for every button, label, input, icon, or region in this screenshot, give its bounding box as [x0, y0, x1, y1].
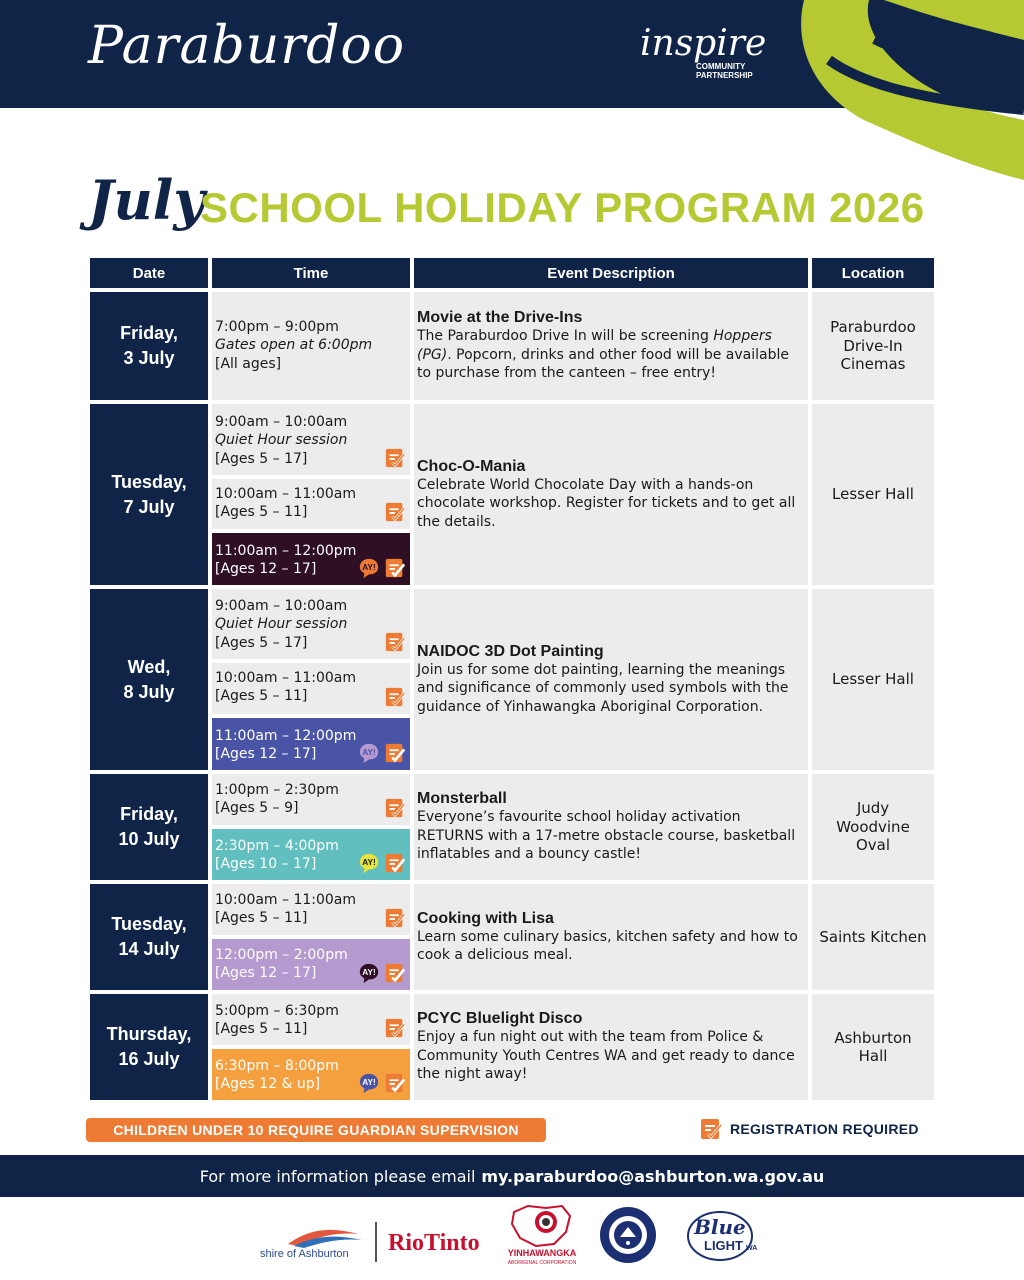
svg-text:AY!: AY!	[362, 967, 376, 977]
svg-text:AY!: AY!	[362, 747, 376, 757]
time-slot	[212, 292, 410, 400]
pcyc-logo	[598, 1204, 658, 1266]
header-time: Time	[212, 258, 410, 288]
inspire-word: inspire	[640, 23, 767, 64]
event-description	[414, 589, 808, 770]
contact-prefix: For more information please email	[199, 1166, 476, 1186]
inspire-sub-line1: COMMUNITY	[696, 62, 746, 71]
date-day: Thursday,	[106, 1024, 192, 1044]
page-title: SCHOOL HOLIDAY PROGRAM 2026	[200, 184, 925, 231]
slot-ages: [Ages 5 – 11]	[215, 1021, 308, 1038]
event-description	[414, 774, 808, 880]
youth-speech-bubble-icon	[358, 557, 380, 579]
event-title: NAIDOC 3D Dot Painting	[417, 642, 604, 660]
slot-ages: [Ages 12 – 17]	[215, 746, 317, 763]
time-slot	[212, 774, 410, 825]
slot-ages: [Ages 5 – 9]	[215, 800, 299, 817]
shire-of-ashburton-logo	[258, 1222, 370, 1266]
time-slot-youth	[212, 939, 410, 990]
time-slot	[212, 404, 410, 475]
contact-info-bar	[0, 1155, 1024, 1197]
slot-time: 11:00am – 12:00pm	[215, 543, 357, 559]
event-description	[414, 994, 808, 1100]
slot-time: 12:00pm – 2:00pm	[215, 947, 348, 963]
registration-required-icon	[384, 631, 406, 653]
slot-time: 9:00am – 10:00am	[215, 414, 348, 430]
slot-ages: [Ages 5 – 17]	[215, 450, 308, 467]
title-month: July	[88, 168, 205, 232]
registration-required-icon	[384, 852, 406, 874]
date-day: Tuesday,	[111, 914, 187, 934]
slot-ages: [Ages 12 & up]	[215, 1076, 321, 1093]
time-slot	[212, 994, 410, 1045]
slot-time: 10:00am – 11:00am	[215, 670, 357, 686]
registration-required-icon	[384, 686, 406, 708]
slot-time: 9:00am – 10:00am	[215, 598, 348, 614]
youth-speech-bubble-icon	[358, 852, 380, 874]
event-title: Monsterball	[417, 790, 507, 808]
time-slot	[212, 663, 410, 714]
date-day: Friday,	[120, 323, 178, 343]
bluelight-word: Blue	[694, 1215, 746, 1239]
brand-title: Paraburdoo	[88, 16, 406, 76]
time-slot-youth	[212, 1049, 410, 1100]
header-event-description: Event Description	[414, 258, 808, 288]
header-date: Date	[90, 258, 208, 288]
date-month: 14 July	[118, 939, 180, 959]
guardian-supervision-banner: CHILDREN UNDER 10 REQUIRE GUARDIAN SUPERVISION	[86, 1118, 546, 1142]
registration-required-icon	[384, 557, 406, 579]
event-description	[414, 404, 808, 585]
date-day: Wed,	[127, 656, 171, 677]
lime-swoosh-graphic	[724, 0, 1024, 200]
event-location: Lesser Hall	[812, 404, 934, 585]
event-body: Celebrate World Chocolate Day with a hands-on chocolate workshop. Register for tickets and to get all the details.	[417, 476, 796, 530]
time-slot-youth	[212, 533, 410, 585]
yinhawangka-logo	[506, 1202, 578, 1270]
inspire-sub-line2: PARTNERSHIP	[696, 71, 753, 80]
slot-time: 1:00pm – 2:30pm	[215, 782, 339, 798]
date-month: 3 July	[123, 348, 175, 368]
slot-time: 6:30pm – 8:00pm	[215, 1058, 339, 1074]
row-date	[90, 994, 208, 1100]
event-location: Ashburton Hall	[812, 994, 934, 1100]
slot-time: 10:00am – 11:00am	[215, 892, 357, 908]
rio-tinto-logo: RioTinto	[388, 1230, 480, 1256]
event-location: Lesser Hall	[812, 589, 934, 770]
slot-ages: [Ages 5 – 11]	[215, 910, 308, 927]
row-date	[90, 292, 208, 400]
time-slot-youth	[212, 718, 410, 770]
header-location: Location	[812, 258, 934, 288]
contact-email[interactable]: my.paraburdoo@ashburton.wa.gov.au	[481, 1166, 825, 1186]
event-title: Choc-O-Mania	[417, 457, 526, 475]
slot-ages: [Ages 12 – 17]	[215, 561, 317, 578]
date-month: 16 July	[118, 1049, 180, 1069]
event-body: Enjoy a fun night out with the team from Police & Community Youth Centres WA and get ready to dance the night away!	[417, 1029, 795, 1083]
registration-required-icon	[384, 962, 406, 984]
slot-ages: [Ages 12 – 17]	[215, 965, 317, 982]
logo-divider	[375, 1222, 377, 1262]
time-slot	[212, 884, 410, 935]
date-day: Tuesday,	[111, 471, 187, 492]
slot-ages: [Ages 5 – 11]	[215, 504, 308, 521]
slot-time: 5:00pm – 6:30pm	[215, 1003, 339, 1019]
registration-required-icon	[384, 447, 406, 469]
row-date	[90, 774, 208, 880]
event-location: Paraburdoo Drive-In Cinemas	[812, 292, 934, 400]
event-body: Everyone’s favourite school holiday activation RETURNS with a 17-metre obstacle course, basketball inflatables and a bouncy castle!	[417, 809, 796, 863]
registration-required-icon	[384, 797, 406, 819]
date-month: 10 July	[118, 829, 180, 849]
yinhawangka-target-icon	[506, 1202, 578, 1248]
slot-note: Quiet Hour session	[215, 616, 348, 633]
event-body: Join us for some dot painting, learning the meanings and significance of commonly used symbols with the guidance of Yinhawangka Aboriginal Corporation.	[417, 661, 789, 715]
slot-time: 7:00pm – 9:00pm	[215, 319, 339, 335]
yinhawangka-text: YINHAWANGKA	[507, 1248, 577, 1258]
youth-speech-bubble-icon	[358, 742, 380, 764]
slot-ages: [Ages 5 – 17]	[215, 634, 308, 651]
svg-text:AY!: AY!	[362, 562, 376, 572]
row-date	[90, 404, 208, 585]
event-title: Cooking with Lisa	[417, 909, 554, 927]
slot-note: Quiet Hour session	[215, 432, 348, 449]
svg-text:AY!: AY!	[362, 1077, 376, 1087]
registration-required-icon	[384, 501, 406, 523]
row-date	[90, 884, 208, 990]
slot-ages: [Ages 10 – 17]	[215, 856, 317, 873]
time-slot	[212, 479, 410, 529]
row-date	[90, 589, 208, 770]
slot-ages: [All ages]	[215, 355, 282, 372]
registration-required-icon	[384, 1017, 406, 1039]
registration-required-icon	[384, 1072, 406, 1094]
event-body: The Paraburdoo Drive In will be screening Hoppers (PG). Popcorn, drinks and other food will be available to purchase from the canteen – free entry!	[417, 328, 789, 382]
slot-time: 2:30pm – 4:00pm	[215, 838, 339, 854]
time-slot	[212, 589, 410, 659]
event-body: Learn some culinary basics, kitchen safety and how to cook a delicious meal.	[417, 928, 798, 963]
date-month: 7 July	[123, 496, 175, 517]
registration-required-icon	[384, 742, 406, 764]
slot-note: Gates open at 6:00pm	[215, 337, 373, 354]
registration-legend: REGISTRATION REQUIRED	[730, 1121, 919, 1137]
slot-ages: [Ages 5 – 11]	[215, 688, 308, 705]
time-slot-youth	[212, 829, 410, 880]
date-day: Friday,	[120, 804, 178, 824]
event-title: PCYC Bluelight Disco	[417, 1010, 583, 1028]
bluelight-logo	[684, 1208, 764, 1262]
bluelight-light: LIGHT	[704, 1238, 743, 1253]
event-description	[414, 884, 808, 990]
date-month: 8 July	[123, 681, 175, 702]
ashburton-wave-icon	[258, 1222, 368, 1248]
film-title: Hoppers (PG)	[417, 328, 772, 363]
ashburton-text: shire of Ashburton	[260, 1248, 349, 1260]
youth-speech-bubble-icon	[358, 1072, 380, 1094]
svg-text:AY!: AY!	[362, 857, 376, 867]
event-description	[414, 292, 808, 400]
event-title: Movie at the Drive-Ins	[417, 309, 583, 327]
slot-time: 11:00am – 12:00pm	[215, 728, 357, 744]
event-location: Saints Kitchen	[812, 884, 934, 990]
yinhawangka-subtext: ABORIGINAL CORPORATION	[507, 1260, 577, 1266]
slot-time: 10:00am – 11:00am	[215, 486, 357, 502]
event-location: Judy Woodvine Oval	[812, 774, 934, 880]
youth-speech-bubble-icon	[358, 962, 380, 984]
bluelight-wa: WA	[746, 1245, 758, 1252]
registration-required-icon	[384, 907, 406, 929]
registration-required-icon	[699, 1117, 723, 1141]
